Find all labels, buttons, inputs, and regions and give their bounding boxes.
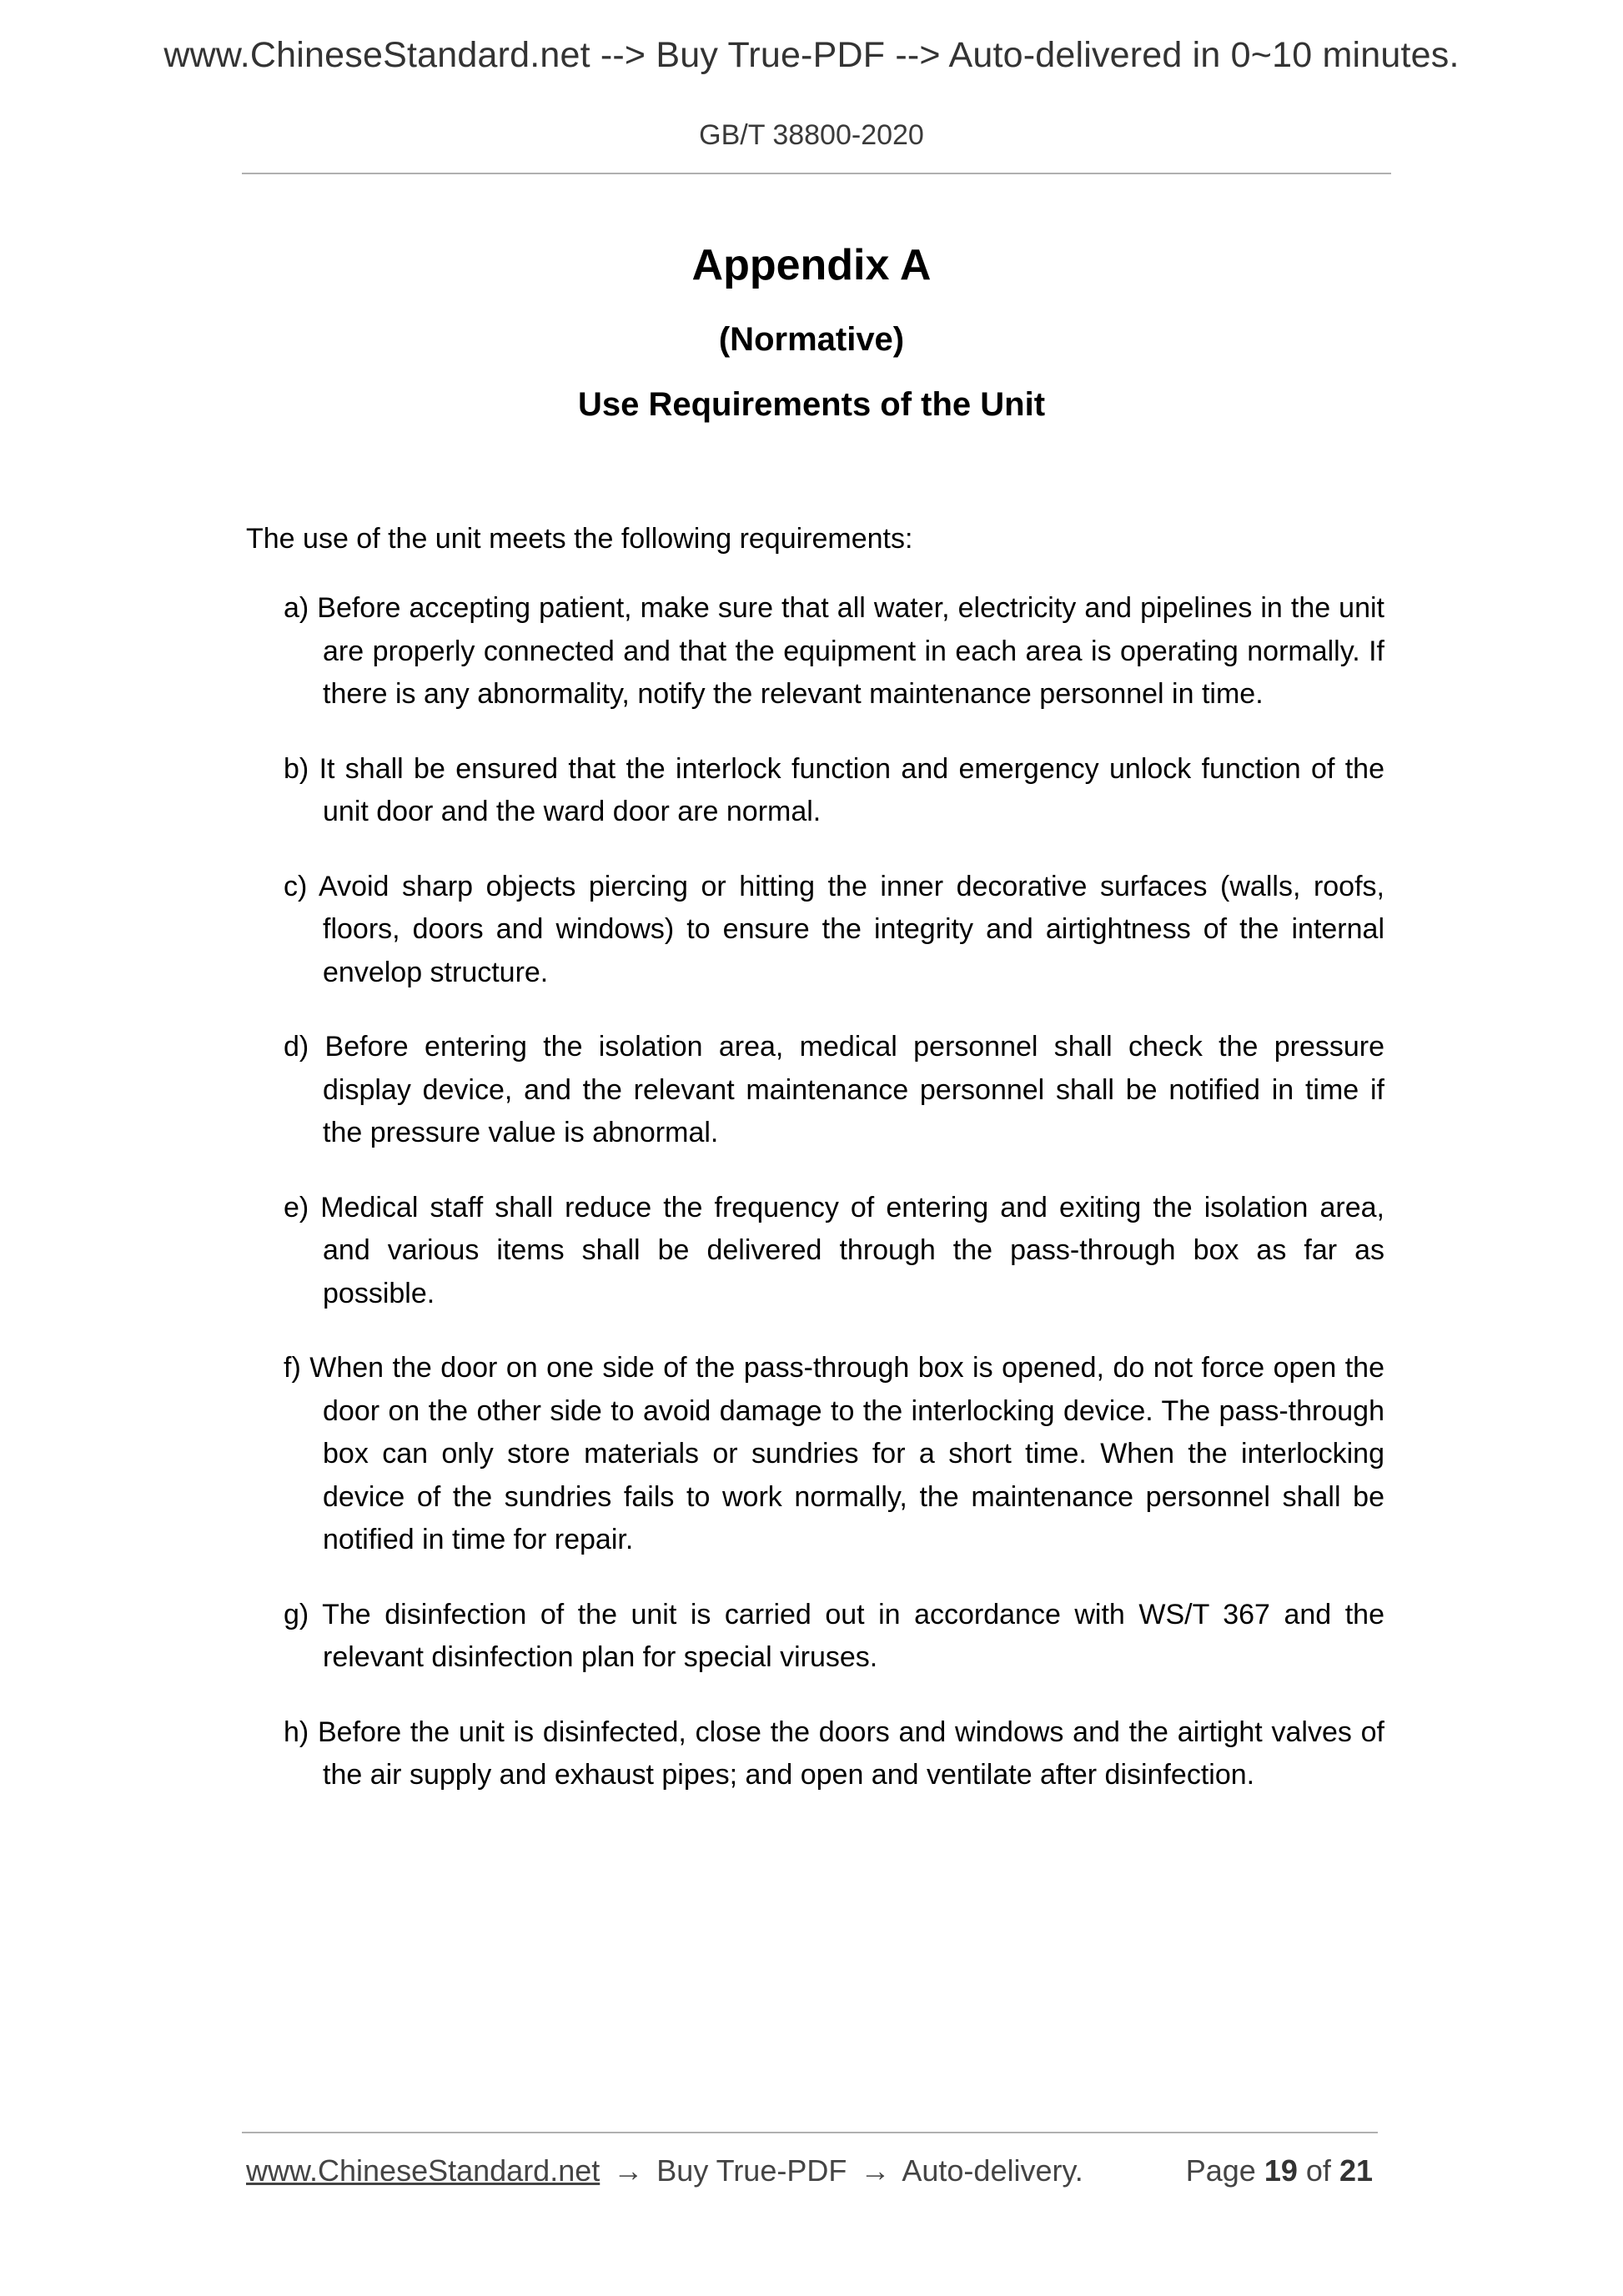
intro-paragraph: The use of the unit meets the following requirements: [246,523,913,555]
footer-delivery-text: Auto-delivery. [902,2153,1083,2188]
requirement-item-f: f) When the door on one side of the pass-through box is opened, do not force open the door on the other side to avoid damage to the interlocking device. The pass-through box can only store materials or sundries for a short time. When the interlocking device of the sundries fails to work normally, the maintenance personnel shall be notified in time for repair. [284,1352,1384,1555]
requirement-item-c: c) Avoid sharp objects piercing or hitting the inner decorative surfaces (walls, roofs, floors, doors and windows) to ensure the integrity and airtightness of the internal envelop structure. [284,870,1384,988]
requirement-item-e: e) Medical staff shall reduce the frequency of entering and exiting the isolation area, and various items shall be delivered through the pass-through box as far as possible. [284,1191,1384,1309]
of-label: of [1305,2153,1331,2188]
requirement-item-b: b) It shall be ensured that the interlock function and emergency unlock function of the unit door and the ward door are normal. [284,752,1384,827]
requirement-item-a: a) Before accepting patient, make sure that all water, electricity and pipelines in the unit are properly connected and that the equipment in each area is operating normally. If there is any abnormality, notify the relevant maintenance personnel in time. [284,592,1384,710]
footer-promo [246,2153,1083,2188]
arrow-right-icon: → [613,2153,644,2188]
top-banner: www.ChineseStandard.net --> Buy True-PDF --> Auto-delivered in 0~10 minutes. [163,35,1460,75]
page-label: Page [1185,2153,1256,2188]
standard-code: GB/T 38800-2020 [699,119,924,151]
page-indicator [1186,2153,1373,2188]
requirement-item-h: h) Before the unit is disinfected, close the doors and windows and the airtight valves of the air supply and exhaust pipes; and open and ventilate after disinfection. [284,1716,1384,1791]
requirement-item-d: d) Before entering the isolation area, medical personnel shall check the pressure display device, and the relevant maintenance personnel shall be notified in time if the pressure value is abnormal. [284,1031,1384,1148]
section-title: Use Requirements of the Unit [577,386,1046,423]
footer-site-link[interactable]: www.ChineseStandard.net [246,2153,600,2188]
requirement-item-g: g) The disinfection of the unit is carried out in accordance with WS/T 367 and the relevant disinfection plan for special viruses. [284,1598,1384,1673]
header-divider [242,173,1391,174]
requirements-list [284,587,1384,1829]
arrow-right-icon: → [860,2153,891,2188]
footer-divider [242,2132,1378,2133]
page-total: 21 [1339,2153,1373,2188]
appendix-title: Appendix A [691,241,932,289]
footer-buy-text: Buy True-PDF [656,2153,847,2188]
appendix-type: (Normative) [718,321,905,358]
page-current: 19 [1264,2153,1298,2188]
